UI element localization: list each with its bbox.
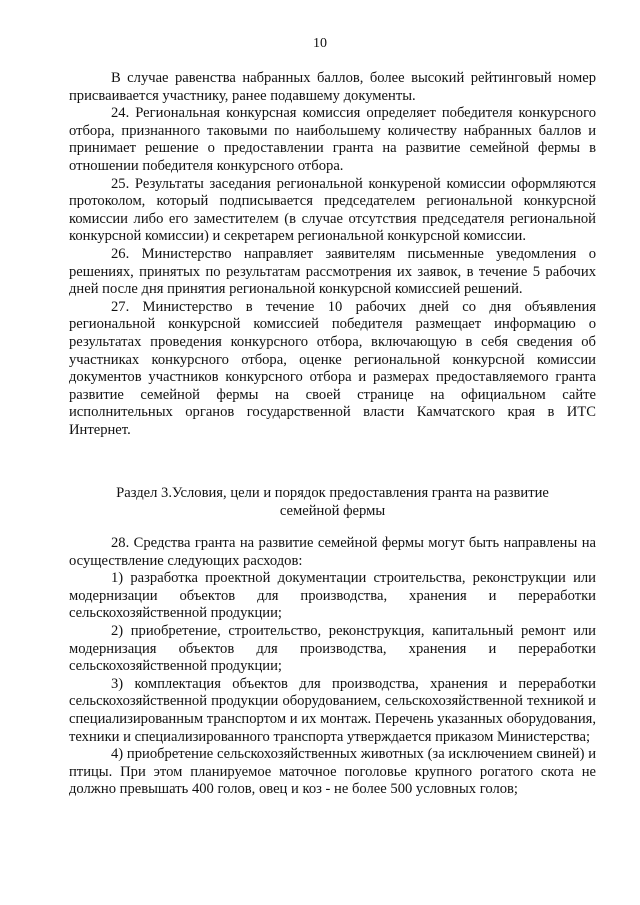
paragraph: В случае равенства набранных баллов, более высокий рейтинговый номер присваивается участнику, ранее подавшему документы.	[69, 70, 596, 104]
paragraph: 2) приобретение, строительство, реконструкция, капитальный ремонт или модернизация объектов для производства, хранения и переработки сельскохозяйственной продукции;	[69, 622, 596, 675]
paragraph: 28. Средства гранта на развитие семейной фермы могут быть направлены на осуществление следующих расходов:	[69, 535, 596, 569]
text-block-top	[69, 70, 596, 439]
paragraph: 26. Министерство направляет заявителям письменные уведомления о решениях, принятых по результатам рассмотрения их заявок, в течение 5 рабочих дней после дня принятия региональной конкурсной комиссией решений.	[69, 245, 596, 298]
paragraph: 1) разработка проектной документации строительства, реконструкции или модернизации объектов для производства, хранения и переработки сельскохозяйственной продукции;	[69, 570, 596, 622]
paragraph: 27. Министерство в течение 10 рабочих дней со дня объявления региональной конкурсной комиссией победителя размещает информацию о результатах проведения конкурсного отбора, включающую в себя сведения об участниках конкурсного отбора, оценке региональной конкурсной комиссии документов участников конкурсного отбора и размерах предоставляемого гранта развитие семейной фермы на своей странице на официальном сайте исполнительных органов государственной власти Камчатского края в ИТС Интернет.	[69, 298, 596, 438]
paragraph: 25. Результаты заседания региональной конкуреной комиссии оформляются протоколом, который подписывается председателем региональной конкурсной комиссии либо его заместителем (в случае отсутствия председателя региональной конкурсной комиссии) и секретарем региональной конкурсной комиссии.	[69, 175, 596, 245]
paragraph: 3) комплектация объектов для производства, хранения и переработки сельскохозяйственной продукции оборудованием, сельскохозяйственной техникой и специализированным транспортом и их монтаж. Перечень указанных оборудования, техники и специализированного транспорта утверждается приказом Министерства;	[69, 675, 596, 745]
paragraph: 24. Региональная конкурсная комиссия определяет победителя конкурсного отбора, признанного таковыми по наибольшему количеству набранных баллов и принимает решение о предоставлении гранта на развитие семейной фермы в отношении победителя конкурсного отбора.	[69, 105, 596, 174]
page-number: 10	[313, 36, 327, 51]
paragraph: 4) приобретение сельскохозяйственных животных (за исключением свиней) и птицы. При этом планируемое маточное поголовье крупного рогатого скота не должно превышать 400 голов, овец и коз - не более 500 условных голов;	[69, 746, 596, 798]
section-heading: Раздел 3.Условия, цели и порядок предоставления гранта на развитие семейной фермы	[116, 485, 549, 519]
text-block-bottom	[69, 535, 596, 799]
